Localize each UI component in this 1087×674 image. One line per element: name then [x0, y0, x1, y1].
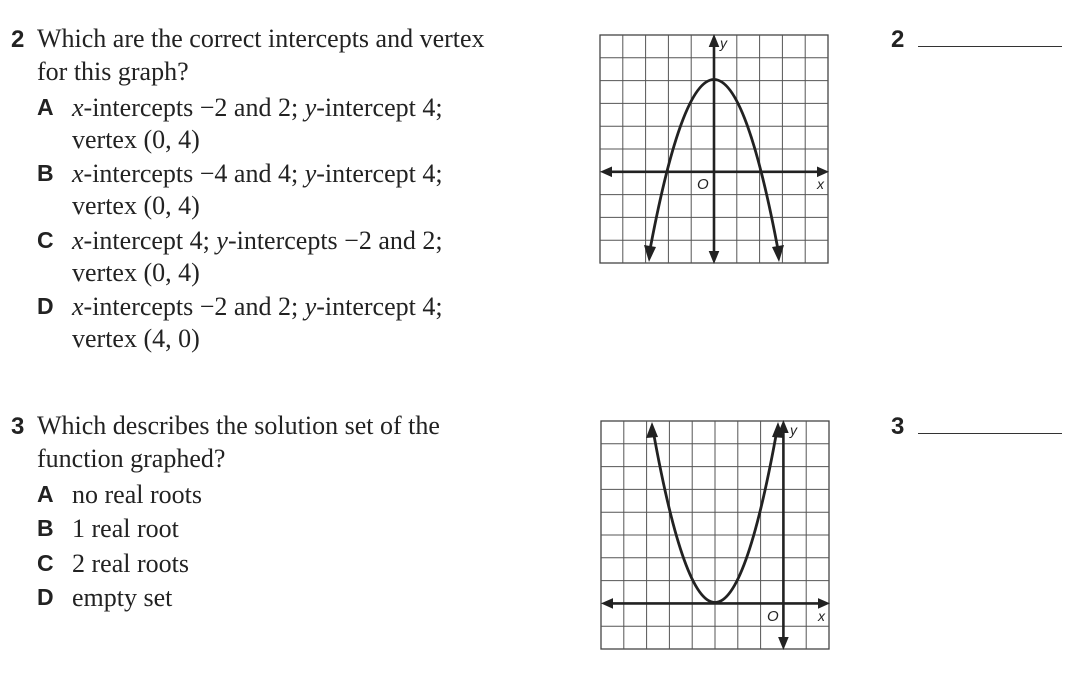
- option-line2: vertex (0, 4): [72, 191, 200, 220]
- option-text: empty set: [72, 583, 173, 612]
- option-text: 1 real root: [72, 514, 179, 543]
- question-number: 3: [11, 413, 25, 440]
- option-text: 2 real roots: [72, 549, 189, 578]
- question-prompt-line2: for this graph?: [37, 57, 189, 86]
- question-prompt-line1: Which are the correct intercepts and vertex: [37, 24, 485, 53]
- option-letter: A: [37, 94, 54, 120]
- option-line1: x-intercept 4; y-intercepts −2 and 2;: [72, 226, 443, 255]
- option-line1: x-intercepts −2 and 2; y-intercept 4;: [72, 93, 443, 122]
- answer-number: 3: [891, 413, 905, 440]
- option-letter: C: [37, 227, 54, 253]
- option-line1: x-intercepts −4 and 4; y-intercept 4;: [72, 159, 443, 188]
- option-line2: vertex (0, 4): [72, 258, 200, 287]
- option-letter: B: [37, 515, 54, 541]
- option-letter: C: [37, 550, 54, 576]
- option-line2: vertex (0, 4): [72, 125, 200, 154]
- answer-number: 2: [891, 26, 905, 53]
- option-line2: vertex (4, 0): [72, 324, 200, 353]
- y-axis-label: y: [720, 35, 727, 51]
- question-number: 2: [11, 26, 25, 53]
- origin-label: O: [767, 608, 779, 625]
- option-letter: B: [37, 160, 54, 186]
- option-line1: x-intercepts −2 and 2; y-intercept 4;: [72, 292, 443, 321]
- option-letter: D: [37, 293, 54, 319]
- question-prompt-line1: Which describes the solution set of the: [37, 411, 440, 440]
- origin-label: O: [697, 176, 709, 193]
- curve-arrowhead-left: [646, 422, 658, 438]
- y-axis-label: y: [790, 422, 797, 438]
- option-letter: D: [37, 584, 54, 610]
- answer-blank[interactable]: [918, 433, 1062, 434]
- option-letter: A: [37, 481, 54, 507]
- question-prompt-line2: function graphed?: [37, 444, 226, 473]
- x-axis-label: x: [817, 176, 824, 192]
- option-text: no real roots: [72, 480, 202, 509]
- graph-grid: [601, 421, 829, 649]
- x-axis-label: x: [818, 608, 825, 624]
